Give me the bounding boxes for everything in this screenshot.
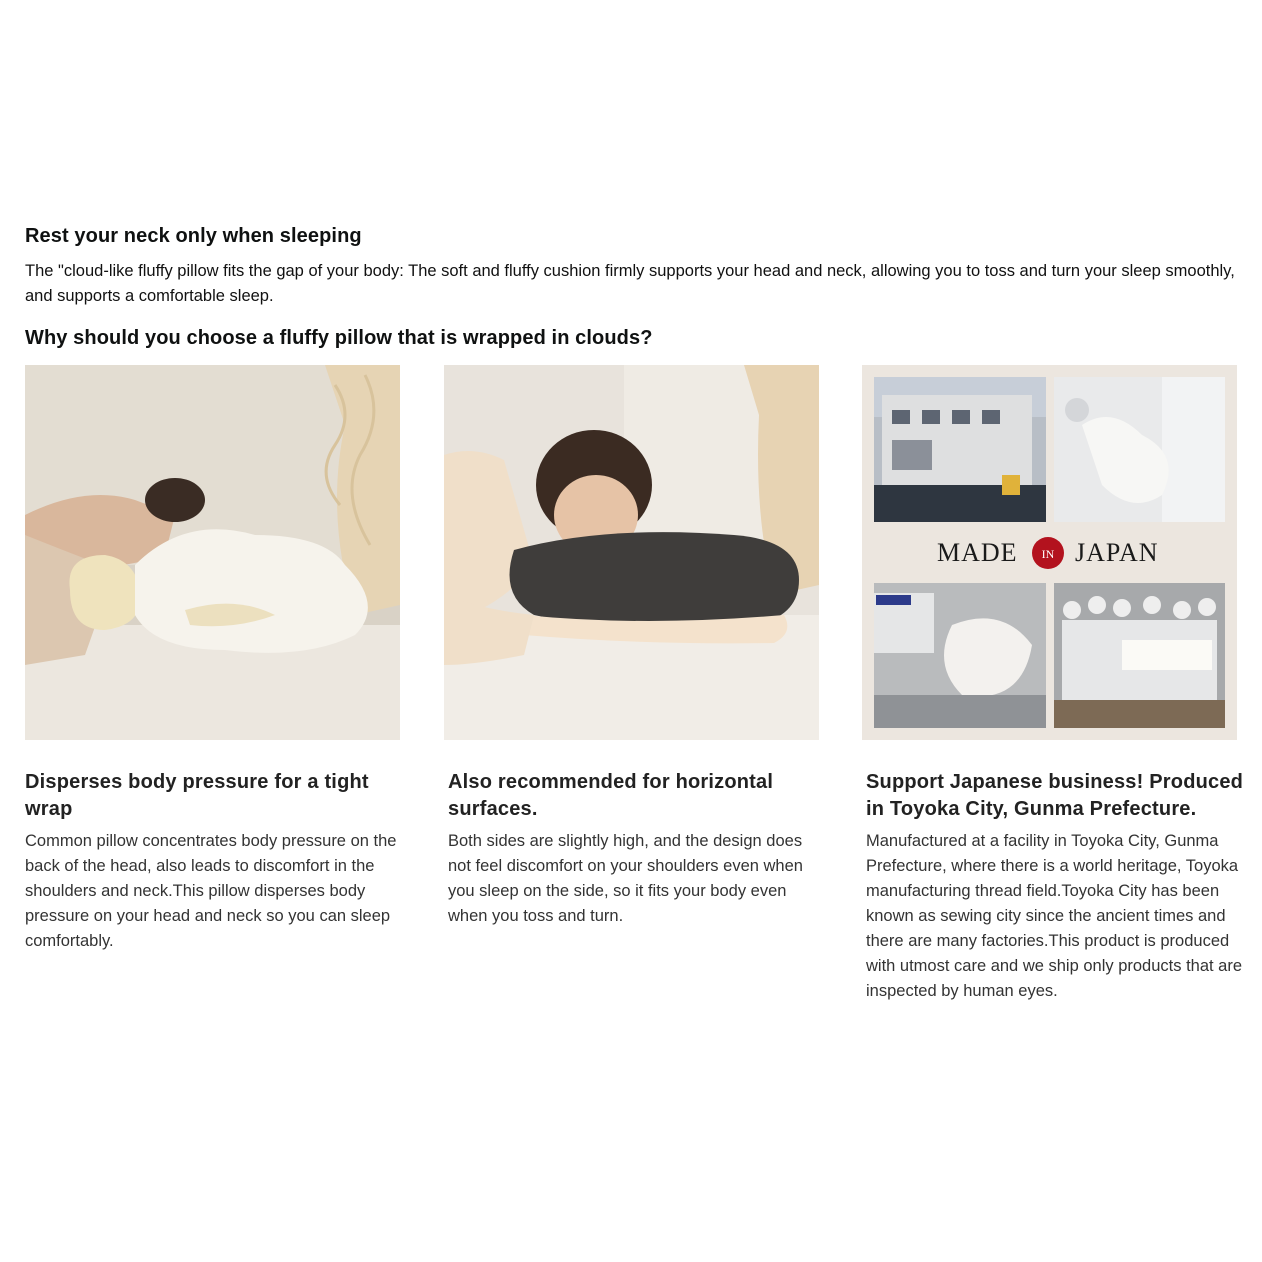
worker-photo-1 <box>1054 377 1225 522</box>
section-heading-why-choose: Why should you choose a fluffy pillow that is wrapped in clouds? <box>25 327 653 349</box>
card-3-text: Manufactured at a facility in Toyoka City, Gunma Prefecture, where there is a world heritage, Toyoka manufacturing thread field.Toyoka City has been known as sewing city since the ancient times and there are many factories.This product is produced with utmost care and we ship only products that are inspected by human eyes. <box>866 832 1243 1000</box>
sleeping-woman-pillow-photo <box>444 365 819 740</box>
intro-paragraph: The "cloud-like fluffy pillow fits the gap of your body: The soft and fluffy cushion firmly supports your head and neck, allowing you to toss and turn your sleep smoothly, and supports a comfortable sleep. <box>25 262 1235 305</box>
made-label: MADE <box>937 538 1018 567</box>
workers-group-photo <box>1054 583 1225 728</box>
section-heading-rest-neck: Rest your neck only when sleeping <box>25 225 362 247</box>
in-label: IN <box>1041 547 1055 561</box>
made-in-japan-collage <box>862 365 1237 740</box>
card-1-text: Common pillow concentrates body pressure on the back of the head, also leads to discomfort in the shoulders and neck.This pillow disperses body pressure on your head and neck so you can sleep comfortably. <box>25 832 397 950</box>
card-2-image <box>444 365 819 740</box>
sewing-photo <box>874 583 1046 728</box>
factory-photo <box>874 377 1046 522</box>
card-2-text: Both sides are slightly high, and the design does not feel discomfort on your shoulders even when you sleep on the side, so it fits your body even when you toss and turn. <box>448 832 803 925</box>
card-3-title: Support Japanese business! Produced in Toyoka City, Gunma Prefecture. <box>866 771 1244 820</box>
card-1-image <box>25 365 400 740</box>
sleeping-man-pillow-photo <box>25 365 400 740</box>
card-2-title: Also recommended for horizontal surfaces. <box>448 771 774 820</box>
japan-label: JAPAN <box>1075 538 1159 567</box>
card-1-title: Disperses body pressure for a tight wrap <box>25 771 369 820</box>
card-3-image <box>862 365 1237 740</box>
